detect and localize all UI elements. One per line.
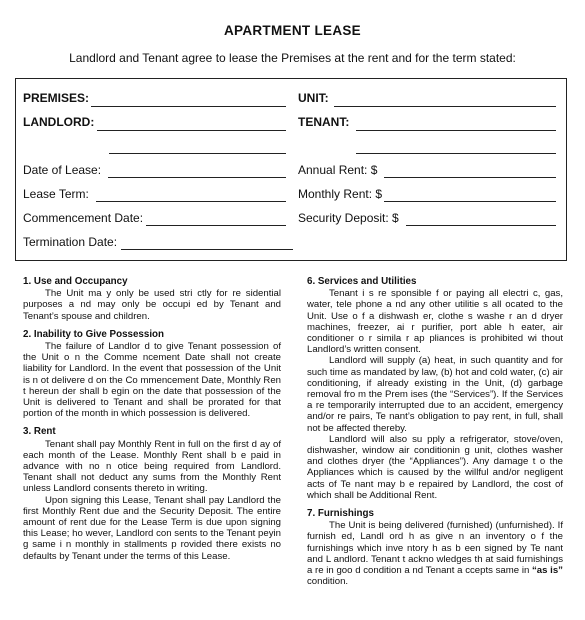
right-column xyxy=(307,276,563,594)
tenant-line[interactable] xyxy=(356,130,556,131)
date-of-lease-line[interactable] xyxy=(108,177,286,178)
security-deposit-line[interactable] xyxy=(406,225,556,226)
tenant-label: TENANT: xyxy=(298,115,350,129)
monthly-rent-line[interactable] xyxy=(384,201,556,202)
monthly-rent-label: Monthly Rent: $ xyxy=(298,187,383,201)
document-title: APARTMENT LEASE xyxy=(223,23,361,38)
section-paragraph: Landlord will supply (a) heat, in such quantity and for such time as mandated by law, (b) hot and cold water, (c) air conditioning, if already existing in the Unit, (d) garbage removal fro m the Prem ises (the “Services”). If the Services a re temporarily interrupted due to an accident, emergency and/or re pairs, Te nant’s obligation to pay rent, in full, shall not be affected thereby. xyxy=(307,355,563,434)
landlord-line-2[interactable] xyxy=(109,153,286,154)
commencement-date-line[interactable] xyxy=(146,225,286,226)
termination-date-label: Termination Date: xyxy=(23,235,118,249)
section-paragraph: The Unit ma y only be used stri ctly for re sidential purposes a nd may only be occupi ed by Tenant and Tenant’s spouse and children. xyxy=(23,288,281,322)
lease-terms-box xyxy=(15,78,567,261)
left-column xyxy=(23,276,281,569)
landlord-line[interactable] xyxy=(97,130,286,131)
commencement-date-label: Commencement Date: xyxy=(23,211,144,225)
section-heading: 6. Services and Utilities xyxy=(307,276,417,287)
section-paragraph: Tenant i s re sponsible f or paying all electri c, gas, water, tele phone a nd any other utilitie s all ocated to the Unit. Use o f a dishwash er, clothe s washe r an d dryer machines, freezer, ai r purifier, port able h eater, air conditioner o r simila r ap pliances is prohibited wi thout Landlord’s written consent. xyxy=(307,288,563,356)
section-rent xyxy=(23,426,281,561)
annual-rent-line[interactable] xyxy=(384,177,556,178)
section-paragraph xyxy=(307,520,563,587)
section-paragraph: Upon signing this Lease, Tenant shall pay Landlord the first Monthly Rent due and the Security Deposit. The entire amount of rent due for the Lease Term is due upon signing this Lease; ho wever, Landlord con sents to the Tenant peyin g same i n monthly in stallments p rovided there exists no defaults by Tenant under the terms of this Lease. xyxy=(23,494,281,562)
annual-rent-label: Annual Rent: $ xyxy=(298,163,378,177)
intro-text: Landlord and Tenant agree to lease the Premises at the rent and for the term stated: xyxy=(69,51,516,65)
premises-label: PREMISES: xyxy=(23,91,90,105)
section-paragraph: Landlord will also su pply a refrigerator, stove/oven, dishwasher, window air conditionin g unit, clothes washer and clothes dryer (the “Appliances”). Any damage t o the Appliances which is caused by the willful and/or negligent acts of Te nant may b e repaired by Landlord, the cost of which shall be Additional Rent. xyxy=(307,433,563,501)
section-heading: 3. Rent xyxy=(23,426,56,438)
security-deposit-label: Security Deposit: $ xyxy=(298,211,399,225)
section-inability-possession xyxy=(23,329,281,420)
lease-term-label: Lease Term: xyxy=(23,187,89,201)
as-is-text: “as is” xyxy=(532,565,563,577)
section-services-utilities xyxy=(307,276,563,501)
termination-date-line[interactable] xyxy=(121,249,293,250)
furnishings-end-text: condition. xyxy=(307,576,349,588)
section-paragraph: Tenant shall pay Monthly Rent in full on the first d ay of each month of the Lease. Monthly Rent shall b e paid in advance with no n otice being required from Landlord. Tenant shall not deduct any sums from the Monthly Rent unless Landlord consents thereto in writing. xyxy=(23,438,281,495)
section-heading: 2. Inability to Give Possession xyxy=(23,328,165,340)
section-use-occupancy xyxy=(23,276,281,322)
tenant-line-2[interactable] xyxy=(356,153,556,154)
furnishings-text: The Unit is being delivered (furnished) (unfurnished). If furnish ed, Landl ord h as give n an inventory o f the furnishings which inve ntory h as b een signed by Te nant and L andlord. Tenant t ackno wledges th at said furnishings a re in goo d condition a nd Tenant a ccepts same in xyxy=(307,520,563,577)
section-heading: 7. Furnishings xyxy=(307,508,374,520)
lease-term-line[interactable] xyxy=(96,201,286,202)
date-of-lease-label: Date of Lease: xyxy=(23,163,102,177)
landlord-label: LANDLORD: xyxy=(23,115,95,129)
section-paragraph: The failure of Landlor d to give Tenant possession of the Unit o n the Comme ncement Date shall not create liability for Landlord. In the event that possession of the Unit is n ot delivere d on the Co mmencement Date, Monthly Ren t hereun der shall b egin on the date that possession of the Unit is delivered to Tenant and shall be prorated for that portion of the month in which possession is delivered. xyxy=(23,341,281,420)
premises-line[interactable] xyxy=(91,106,286,107)
section-heading: 1. Use and Occupancy xyxy=(23,276,128,287)
unit-line[interactable] xyxy=(334,106,556,107)
section-furnishings xyxy=(307,508,563,587)
unit-label: UNIT: xyxy=(298,91,329,105)
